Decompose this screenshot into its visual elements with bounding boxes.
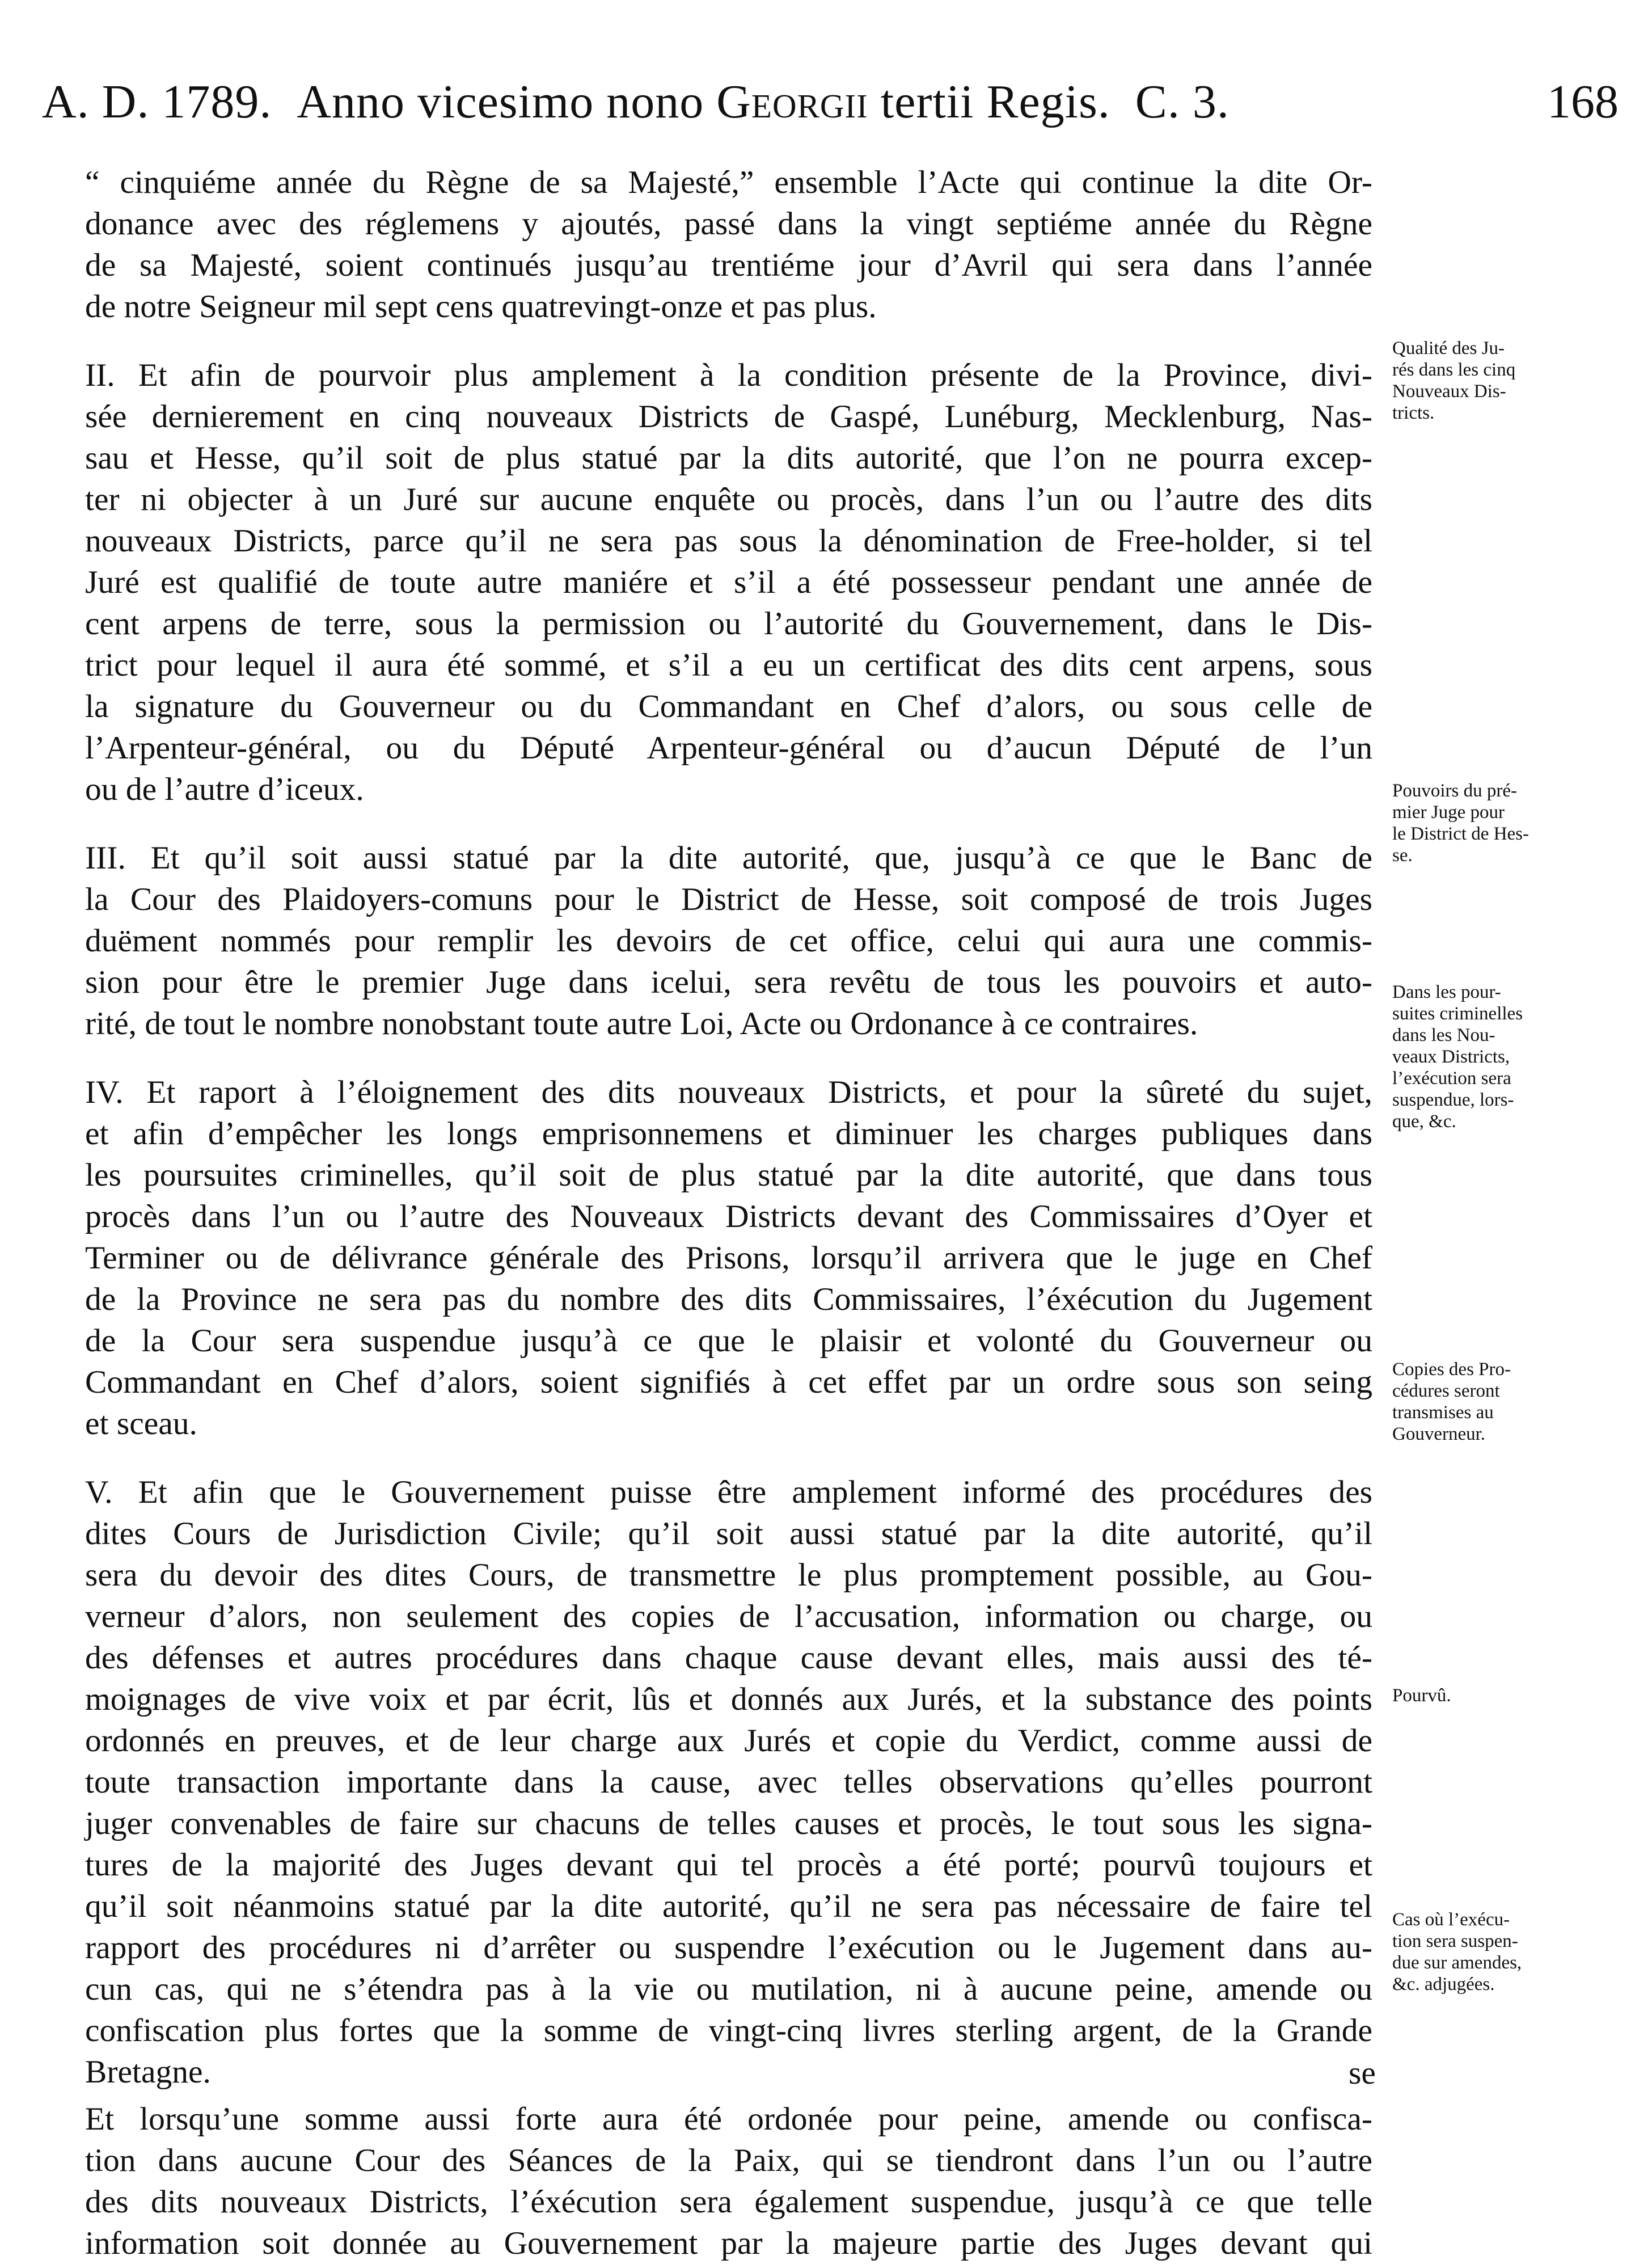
text-line: de la Cour sera suspendue jusqu’à ce que le plaisir et volonté du Gouverneur ou xyxy=(85,1323,1372,1359)
margin-line: Nouveaux Dis- xyxy=(1392,381,1506,402)
king-name: Georgii xyxy=(716,75,868,128)
margin-line: Copies des Pro- xyxy=(1392,1359,1511,1380)
margin-line: cédures seront xyxy=(1392,1381,1500,1401)
text-line: cun cas, qui ne s’étendra pas à la vie ou mutilation, ni à aucune peine, amende ou xyxy=(85,1971,1372,2007)
paragraph-iii xyxy=(85,837,1372,1044)
text-line: la signature du Gouverneur ou du Commandant en Chef d’alors, ou sous celle de xyxy=(85,689,1372,724)
margin-line: que, &c. xyxy=(1392,1111,1456,1132)
text-line: Et lorsqu’une somme aussi forte aura été ordonée pour peine, amende ou confisca- xyxy=(85,2101,1372,2137)
margin-line: mier Juge pour xyxy=(1392,802,1505,823)
text-line: V. Et afin que le Gouvernement puisse être amplement informé des procédures des xyxy=(85,1474,1372,1510)
text-line: de la Province ne sera pas du nombre des dits Commissaires, l’éxécution du Jugement xyxy=(85,1281,1372,1317)
text-line: des dits nouveaux Districts, l’éxécution sera également suspendue, jusqu’à ce que telle xyxy=(85,2184,1372,2220)
margin-line: tricts. xyxy=(1392,403,1435,423)
margin-note-first-judge xyxy=(1392,780,1613,866)
text-line: ter ni objecter à un Juré sur aucune enquête ou procès, dans l’un ou l’autre des dits xyxy=(85,482,1372,517)
text-line: des défenses et autres procédures dans chaque cause devant elles, mais aussi des té- xyxy=(85,1640,1372,1676)
text-line: moignages de vive voix et par écrit, lûs et donnés aux Jurés, et la substance des points xyxy=(85,1681,1372,1717)
running-title xyxy=(42,71,1230,133)
text-line: rité, de tout le nombre nonobstant toute autre Loi, Acte ou Ordonance à ce contraires. xyxy=(85,1006,1198,1042)
text-line: l’Arpenteur-général, ou du Député Arpenteur-général ou d’aucun Député de l’un xyxy=(85,730,1372,766)
catchword: se xyxy=(1349,2055,1376,2091)
text-line: et afin d’empêcher les longs emprisonnemens et diminuer les charges publiques dans xyxy=(85,1116,1372,1152)
paragraph-v xyxy=(85,1472,1372,2093)
margin-note-suspension xyxy=(1392,1909,1613,1995)
text-line: donance avec des réglemens y ajoutés, passé dans la vingt septiéme année du Règne xyxy=(85,206,1372,242)
paragraph-ii xyxy=(85,355,1372,810)
paragraph-continued xyxy=(85,162,1372,327)
margin-line: suspendue, lors- xyxy=(1392,1090,1514,1110)
margin-line: Gouverneur. xyxy=(1392,1424,1486,1444)
body-text xyxy=(85,162,1372,2264)
margin-line: Pouvoirs du pré- xyxy=(1392,781,1517,801)
text-line: Bretagne. xyxy=(85,2054,211,2090)
text-line: information soit donnée au Gouvernement par la majeure partie des Juges devant qui xyxy=(85,2225,1372,2261)
regnal-text: Anno vicesimo nono xyxy=(297,75,704,128)
text-line: qu’il soit néanmoins statué par la dite autorité, qu’il ne sera pas nécessaire de faire tel xyxy=(85,1888,1372,1924)
text-line: “ cinquiéme année du Règne de sa Majesté,” ensemble l’Acte qui continue la dite Or- xyxy=(85,165,1372,200)
text-line: sée dernierement en cinq nouveaux Districts de Gaspé, Lunéburg, Mecklenburg, Nas- xyxy=(85,399,1372,435)
text-line: de sa Majesté, soient continués jusqu’au trentiéme jour d’Avril qui sera dans l’année xyxy=(85,247,1372,283)
text-line: toute transaction importante dans la cause, avec telles observations qu’elles pourront xyxy=(85,1764,1372,1800)
text-line: trict pour lequel il aura été sommé, et s’il a eu un certificat des dits cent arpens, sous xyxy=(85,647,1372,683)
margin-line: se. xyxy=(1392,845,1413,866)
regnal-text-end: tertii Regis. xyxy=(880,75,1110,128)
text-line: nouveaux Districts, parce qu’il ne sera pas sous la dénomination de Free-holder, si tel xyxy=(85,523,1372,559)
margin-line: due sur amendes, xyxy=(1392,1953,1522,1973)
page-number: 168 xyxy=(1547,75,1619,128)
margin-line: veaux Districts, xyxy=(1392,1047,1510,1067)
text-line: duëment nommés pour remplir les devoirs de cet office, celui qui aura une commis- xyxy=(85,923,1372,959)
text-line: juger convenables de faire sur chacuns de telles causes et procès, le tout sous les signa- xyxy=(85,1806,1372,1841)
text-line: confiscation plus fortes que la somme de vingt-cinq livres sterling argent, de la Grande xyxy=(85,2013,1372,2048)
text-line: IV. Et raport à l’éloignement des dits nouveaux Districts, et pour la sûreté du sujet, xyxy=(85,1074,1372,1110)
margin-line: Pourvû. xyxy=(1392,1685,1451,1706)
text-line: la Cour des Plaidoyers-comuns pour le District de Hesse, soit composé de trois Juges xyxy=(85,882,1372,917)
running-head xyxy=(42,71,1619,133)
margin-line: rés dans les cinq xyxy=(1392,360,1516,380)
text-line: sion pour être le premier Juge dans icelui, sera revêtu de tous les pouvoirs et auto- xyxy=(85,964,1372,1000)
text-line: cent arpens de terre, sous la permission ou l’autorité du Gouvernement, dans le Dis- xyxy=(85,606,1372,642)
text-line: et sceau. xyxy=(85,1406,197,1441)
margin-line: Dans les pour- xyxy=(1392,982,1501,1002)
text-line: sera du devoir des dites Cours, de transmettre le plus promptement possible, au Gou- xyxy=(85,1557,1372,1593)
text-line: III. Et qu’il soit aussi statué par la dite autorité, que, jusqu’à ce que le Banc de xyxy=(85,840,1372,876)
text-line: ordonnés en preuves, et de leur charge aux Jurés et copie du Verdict, comme aussi de xyxy=(85,1723,1372,1759)
margin-note-pourvu xyxy=(1392,1685,1613,1706)
margin-line: le District de Hes- xyxy=(1392,824,1530,844)
text-line: dites Cours de Jurisdiction Civile; qu’il soit aussi statué par la dite autorité, qu’il xyxy=(85,1516,1372,1552)
text-line: verneur d’alors, non seulement des copies de l’accusation, information ou charge, ou xyxy=(85,1599,1372,1634)
text-line: tures de la majorité des Juges devant qui tel procès a été porté; pourvû toujours et xyxy=(85,1847,1372,1883)
chapter: C. 3. xyxy=(1135,75,1230,128)
paragraph-v-continued xyxy=(85,2098,1372,2264)
text-line: Commandant en Chef d’alors, soient signifiés à cet effet par un ordre sous son seing xyxy=(85,1364,1372,1400)
margin-note-criminal xyxy=(1392,981,1613,1132)
text-line: II. Et afin de pourvoir plus amplement à la condition présente de la Province, divi- xyxy=(85,357,1372,393)
text-line: ou de l’autre d’iceux. xyxy=(85,771,364,807)
text-line: Juré est qualifié de toute autre maniére et s’il a été possesseur pendant une année de xyxy=(85,564,1372,600)
margin-note-copies xyxy=(1392,1359,1613,1445)
margin-line: tion sera suspen- xyxy=(1392,1931,1518,1951)
margin-line: Cas où l’exécu- xyxy=(1392,1909,1510,1930)
margin-line: l’exécution sera xyxy=(1392,1068,1511,1089)
text-line: tion dans aucune Cour des Séances de la Paix, qui se tiendront dans l’un ou l’autre xyxy=(85,2143,1372,2178)
text-line: rapport des procédures ni d’arrêter ou suspendre l’exécution ou le Jugement dans au- xyxy=(85,1930,1372,1966)
paragraph-iv xyxy=(85,1072,1372,1444)
year: A. D. 1789. xyxy=(42,75,272,128)
text-line: les poursuites criminelles, qu’il soit de plus statué par la dite autorité, que dans tous xyxy=(85,1157,1372,1193)
margin-line: &c. adjugées. xyxy=(1392,1974,1495,1995)
text-line: sau et Hesse, qu’il soit de plus statué par la dits autorité, que l’on ne pourra excep- xyxy=(85,440,1372,476)
margin-line: Qualité des Ju- xyxy=(1392,338,1505,359)
margin-line: dans les Nou- xyxy=(1392,1025,1495,1045)
margin-line: suites criminelles xyxy=(1392,1004,1523,1024)
margin-line: transmises au xyxy=(1392,1402,1494,1423)
text-line: Terminer ou de délivrance générale des Prisons, lorsqu’il arrivera que le juge en Chef xyxy=(85,1240,1372,1276)
text-line: de notre Seigneur mil sept cens quatrevingt-onze et pas plus. xyxy=(85,289,877,324)
margin-note-juries xyxy=(1392,338,1613,424)
text-line: procès dans l’un ou l’autre des Nouveaux Districts devant des Commissaires d’Oyer et xyxy=(85,1199,1372,1234)
